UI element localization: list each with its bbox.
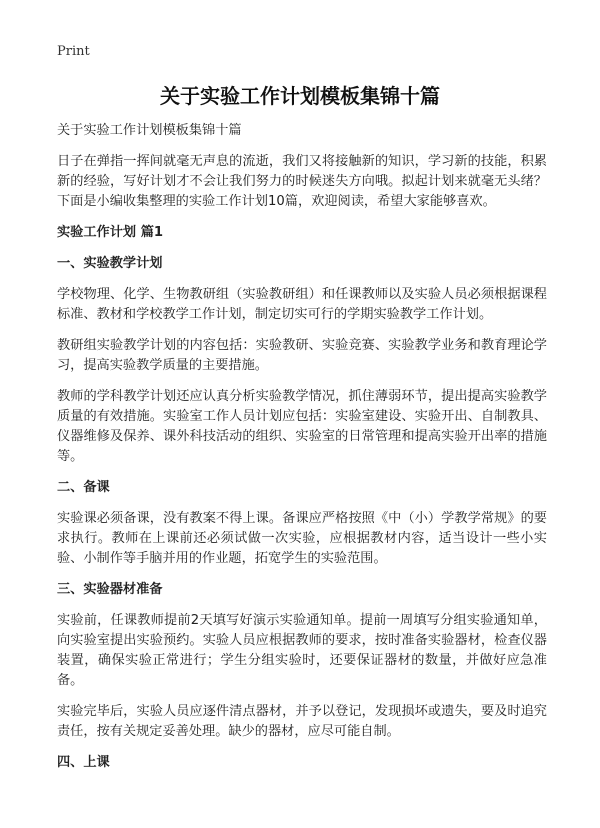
section-heading-2: 二、备课 <box>57 480 110 495</box>
section-heading-4: 四、上课 <box>57 755 110 770</box>
section-2-paragraph-1: 实验课必须备课，没有教案不得上课。备课应严格按照《中（小）学教学常规》的要求执行。教师在上课前还必须试做一次实验，应根据教材内容，适当设计一些小实验、小制作等手脑并用的作业题，拓宽学生的实验范围。 <box>57 511 547 566</box>
section-heading-3: 三、实验器材准备 <box>57 582 163 597</box>
article-body <box>57 121 547 784</box>
section-1-paragraph-2: 教研组实验教学计划的内容包括：实验教研、实验竞赛、实验教学业务和教育理论学习，提高实验教学质量的主要措施。 <box>57 338 547 373</box>
page-title: 关于实验工作计划模板集锦十篇 <box>160 84 440 108</box>
intro-paragraph: 日子在弹指一挥间就毫无声息的流逝，我们又将接触新的知识，学习新的技能，积累新的经验，写好计划才不会让我们努力的时候迷失方向哦。拟起计划来就毫无头绪？下面是小编收集整理的实验工作计划10篇，欢迎阅读，希望大家能够喜欢。 <box>57 154 547 209</box>
section-1-paragraph-3: 教师的学科教学计划还应认真分析实验教学情况，抓住薄弱环节，提出提高实验教学质量的有效措施。实验室工作人员计划应包括：实验室建设、实验开出、自制教具、仪器维修及保养、课外科技活动的组织、实验室的日常管理和提高实验开出率的措施等。 <box>57 389 547 464</box>
section-1-paragraph-1: 学校物理、化学、生物教研组（实验教研组）和任课教师以及实验人员必须根据课程标准、教材和学校教学工作计划，制定切实可行的学期实验教学工作计划。 <box>57 287 547 322</box>
print-link[interactable]: Print <box>57 44 90 59</box>
section-heading-1: 一、实验教学计划 <box>57 256 163 271</box>
section-3-paragraph-2: 实验完毕后，实验人员应逐件清点器材，并予以登记，发现损坏或遗失，要及时追究责任，按有关规定妥善处理。缺少的器材，应尽可能自制。 <box>57 704 547 739</box>
section-3-paragraph-1: 实验前，任课教师提前2天填写好演示实验通知单。提前一周填写分组实验通知单，向实验室提出实验预约。实验人员应根据教师的要求，按时准备实验器材，检查仪器装置，确保实验正常进行；学生分组实验时，还要保证器材的数量，并做好应急准备。 <box>57 613 547 688</box>
article-subtitle: 关于实验工作计划模板集锦十篇 <box>57 123 242 138</box>
article-heading: 实验工作计划 篇1 <box>57 225 164 240</box>
